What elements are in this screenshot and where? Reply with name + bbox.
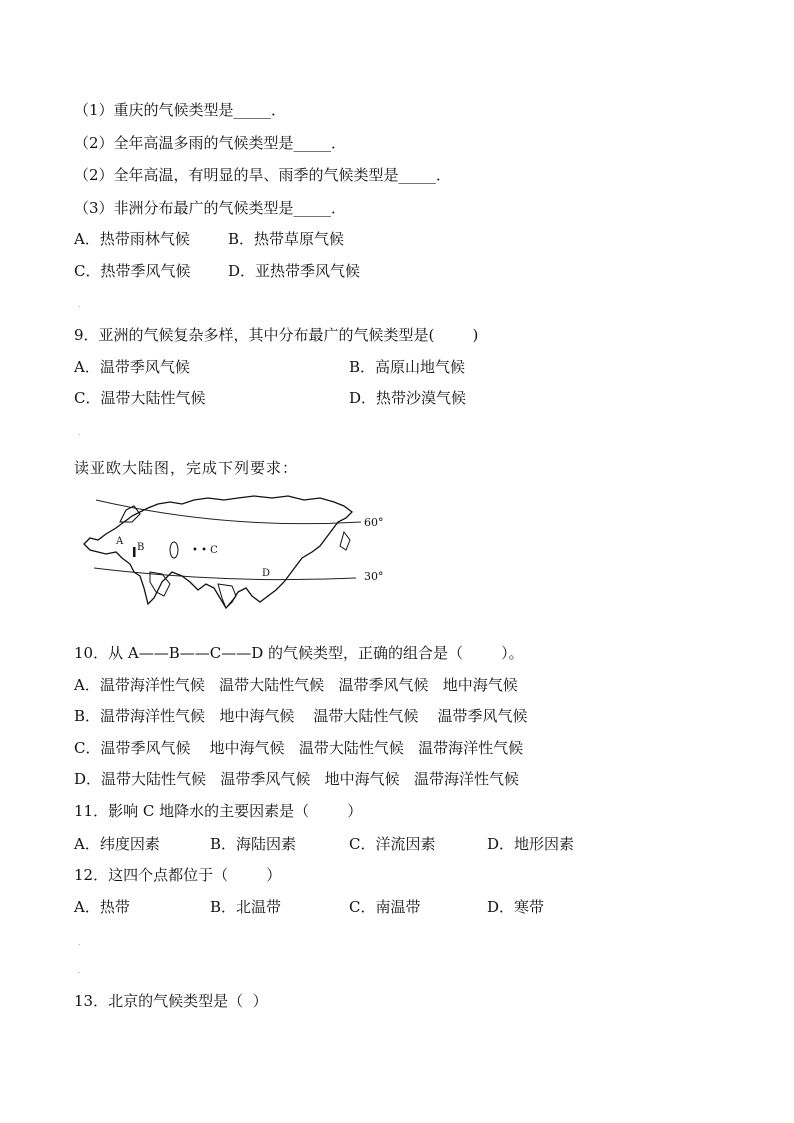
q12-option-b: B．北温带 <box>210 898 282 916</box>
q12-option-a: A．热带 <box>74 898 130 916</box>
q11-text: 11．影响 C 地降水的主要因素是（ ） <box>74 802 363 820</box>
q10-text: 10．从 A——B——C——D 的气候类型，正确的组合是（ ）。 <box>74 644 524 662</box>
q11-option-c: C．洋流因素 <box>349 835 436 853</box>
intro-question-4: （3）非洲分布最广的气候类型是_____． <box>74 199 347 217</box>
q10-option-c: C．温带季风气候 地中海气候 温带大陆性气候 温带海洋性气候 <box>74 739 524 757</box>
q10-option-d: D．温带大陆性气候 温带季风气候 地中海气候 温带海洋性气候 <box>74 770 519 788</box>
intro-question-2: （2）全年高温多雨的气候类型是_____． <box>74 134 347 152</box>
q10-option-b: B．温带海洋性气候 地中海气候 温带大陆性气候 温带季风气候 <box>74 707 528 725</box>
map-label-d: D <box>262 568 271 579</box>
intro-option-b: B．热带草原气候 <box>228 230 345 248</box>
map-instruction: 读亚欧大陆图，完成下列要求： <box>74 459 299 477</box>
map-label-a: A <box>116 536 124 547</box>
map-label-c: • • C <box>192 545 218 556</box>
paragraph-mark: . <box>78 966 81 975</box>
q10-option-a: A．温带海洋性气候 温带大陆性气候 温带季风气候 地中海气候 <box>74 676 518 694</box>
paragraph-mark: . <box>78 428 81 437</box>
latitude-60-line <box>96 500 361 524</box>
q11-option-a: A．纬度因素 <box>74 835 160 853</box>
paragraph-mark: . <box>78 300 81 309</box>
eurasia-map <box>76 492 396 614</box>
map-label-b: B <box>137 542 145 553</box>
q9-option-b: B．高原山地气候 <box>349 358 466 376</box>
intro-question-3: （2）全年高温，有明显的旱、雨季的气候类型是_____． <box>74 166 452 184</box>
q12-text: 12．这四个点都位于（ ） <box>74 866 282 884</box>
intro-question-1: （1）重庆的气候类型是_____． <box>74 101 287 119</box>
intro-option-d: D．亚热带季风气候 <box>228 262 361 280</box>
q9-option-a: A．温带季风气候 <box>74 358 190 376</box>
q9-option-c: C．温带大陆性气候 <box>74 389 206 407</box>
q9-text: 9．亚洲的气候复杂多样，其中分布最广的气候类型是( ) <box>74 326 479 344</box>
q12-option-d: D．寒带 <box>487 898 545 916</box>
q11-option-b: B．海陆因素 <box>210 835 297 853</box>
q11-option-d: D．地形因素 <box>487 835 575 853</box>
q12-option-c: C．南温带 <box>349 898 421 916</box>
q13-text: 13．北京的气候类型是（ ） <box>74 992 268 1010</box>
q9-option-d: D．热带沙漠气候 <box>349 389 467 407</box>
map-label-60: 60° <box>364 516 384 529</box>
map-label-30: 30° <box>364 570 384 583</box>
intro-option-a: A．热带雨林气候 <box>74 230 190 248</box>
intro-option-c: C．热带季风气候 <box>74 262 191 280</box>
paragraph-mark: . <box>78 938 81 947</box>
